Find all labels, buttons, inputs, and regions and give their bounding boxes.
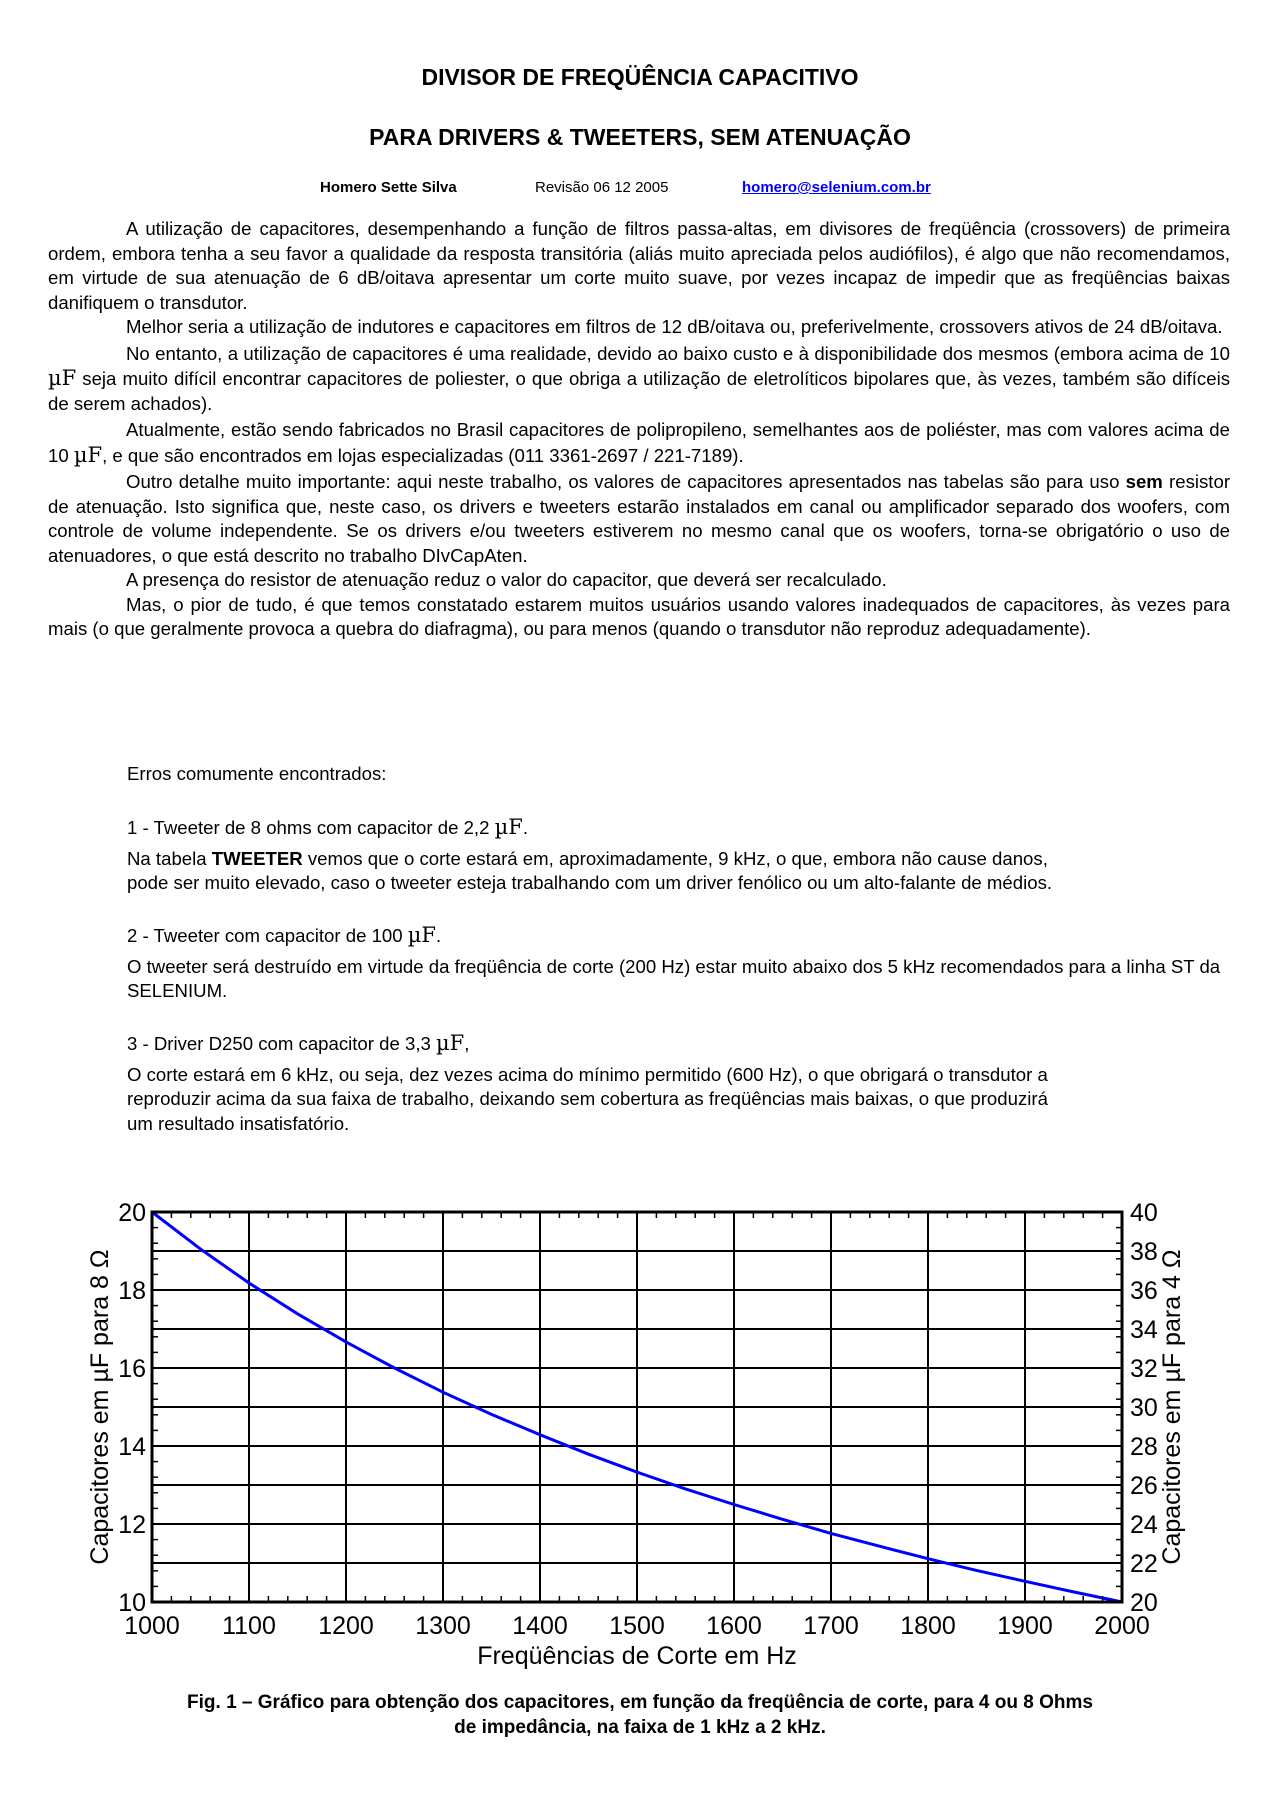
paragraph: A presença do resistor de atenuação reduz o valor do capacitor, que deverá ser recalculado.: [126, 569, 887, 590]
paragraph: Melhor seria a utilização de indutores e capacitores em filtros de 12 dB/oitava ou, preferivelmente, crossovers ativos de 24 dB/oitava.: [126, 316, 1223, 337]
y-right-tick-label: 22: [1130, 1550, 1158, 1578]
y-right-tick-label: 30: [1130, 1394, 1158, 1422]
revision: Revisão 06 12 2005: [535, 179, 669, 196]
x-tick-label: 1700: [803, 1612, 859, 1640]
paragraph: A utilização de capacitores, desempenhando a função de filtros passa-altas, em divisores de freqüência (crossovers) de primeira ordem, embora tenha a seu favor a qualidade da resposta transitória (aliás muito apreciada pelos audiófilos), é algo que não recomendamos, em virtude de sua atenuação de 6 dB/oitava apresentar um corte muito suave, por vezes incapaz de impedir que as freqüências baixas danifiquem o transdutor.: [48, 218, 1230, 313]
y-right-tick-label: 38: [1130, 1238, 1158, 1266]
micro-farad-symbol: µF: [494, 815, 523, 839]
chart-grid: [152, 1212, 1122, 1602]
errors-heading: Erros comumente encontrados:: [127, 763, 387, 784]
x-tick-label: 2000: [1094, 1612, 1150, 1640]
paragraph: Outro detalhe muito importante: aqui neste trabalho, os valores de capacitores apresentados nas tabelas são para uso sem resistor de atenuação. Isto significa que, neste caso, os drivers e tweeters estarão instalados em canal ou amplificador separado dos woofers, com controle de volume independente. Se os drivers e/ou tweeters estiverem no mesmo canal que os woofers, torna-se obrigatório o uso de atenuadores, o que está descrito no trabalho DIvCapAten.: [48, 471, 1231, 566]
body-text: [48, 217, 1230, 642]
y-right-tick-label: 28: [1130, 1433, 1158, 1461]
x-tick-label: 1900: [997, 1612, 1053, 1640]
y-left-tick-label: 16: [118, 1355, 146, 1383]
x-axis-label: Freqüências de Corte em Hz: [477, 1642, 797, 1670]
y-right-tick-label: 24: [1130, 1511, 1158, 1539]
y-left-tick-label: 18: [118, 1277, 146, 1305]
y-left-tick-label: 20: [118, 1199, 146, 1227]
error-item-3: 3 - Driver D250 com capacitor de 3,3 µF, O corte estará em 6 kHz, ou seja, dez vezes acima do mínimo permitido (600 Hz), o que obrigará o transdutor a reproduzir acima da sua faixa de trabalho, deixando sem cobertura as freqüências mais baixas, o que produzirá um resultado insatisfatório.: [127, 1031, 1048, 1134]
author: Homero Sette Silva: [320, 179, 457, 196]
chart-labels: [118, 1199, 1158, 1640]
y-left-tick-label: 10: [118, 1589, 146, 1617]
micro-farad-symbol: µF: [73, 442, 103, 467]
x-tick-label: 1200: [318, 1612, 374, 1640]
paragraph: No entanto, a utilização de capacitores é uma realidade, devido ao baixo custo e à disponibilidade dos mesmos (embora acima de 10 µF seja muito difícil encontrar capacitores de poliester, o que obriga a utilização de eletrolíticos bipolares que, às vezes, também são difíceis de serem achados).: [48, 342, 1230, 414]
error-item-1: 1 - Tweeter de 8 ohms com capacitor de 2,2 µF. Na tabela TWEETER vemos que o corte estará em, aproximadamente, 9 kHz, o que, embora não cause danos, pode ser muito elevado, caso o tweeter esteja trabalhando com um driver fenólico ou um alto-falante de médios.: [127, 815, 1053, 893]
document-title: DIVISOR DE FREQÜÊNCIA CAPACITIVO: [421, 64, 859, 90]
x-tick-label: 1400: [512, 1612, 568, 1640]
x-tick-label: 1000: [124, 1612, 180, 1640]
x-tick-label: 1600: [706, 1612, 762, 1640]
email-link[interactable]: homero@selenium.com.br: [742, 179, 931, 196]
error-item-2: 2 - Tweeter com capacitor de 100 µF. O tweeter será destruído em virtude da freqüência de corte (200 Hz) estar muito abaixo dos 5 kHz recomendados para a linha ST da SELENIUM.: [127, 923, 1221, 1001]
document-subtitle: PARA DRIVERS & TWEETERS, SEM ATENUAÇÃO: [369, 124, 911, 150]
figure-caption: Fig. 1 – Gráfico para obtenção dos capacitores, em função da freqüência de corte, para 4 ou 8 Ohms de impedância, na faixa de 1 kHz a 2 kHz.: [187, 1692, 1093, 1738]
y-right-tick-label: 34: [1130, 1316, 1158, 1344]
y-left-tick-label: 14: [118, 1433, 146, 1461]
x-tick-label: 1800: [900, 1612, 956, 1640]
y-left-tick-label: 12: [118, 1511, 146, 1539]
micro-farad-symbol: µF: [48, 366, 77, 390]
x-tick-label: 1100: [222, 1612, 276, 1640]
emphasis-sem: sem: [1125, 471, 1163, 492]
y-right-tick-label: 40: [1130, 1199, 1158, 1227]
y-right-tick-label: 36: [1130, 1277, 1158, 1305]
y-right-tick-label: 26: [1130, 1472, 1158, 1500]
y-right-tick-label: 32: [1130, 1355, 1158, 1383]
y-axis-label-left: Capacitores em µF para 8 Ω: [86, 1249, 114, 1565]
y-right-tick-label: 20: [1130, 1589, 1158, 1617]
paragraph: Mas, o pior de tudo, é que temos constatado estarem muitos usuários usando valores inadequados de capacitores, às vezes para mais (o que geralmente provoca a quebra do diafragma), ou para menos (quando o transdutor não reproduz adequadamente).: [48, 593, 1230, 639]
capacitor-vs-frequency-chart: [0, 1190, 1280, 1670]
y-axis-label-right: Capacitores em µF para 4 Ω: [1158, 1249, 1186, 1565]
x-tick-label: 1300: [415, 1612, 471, 1640]
micro-farad-symbol: µF: [436, 1031, 465, 1055]
micro-farad-symbol: µF: [407, 923, 436, 947]
x-tick-label: 1500: [609, 1612, 665, 1640]
paragraph: Atualmente, estão sendo fabricados no Brasil capacitores de polipropileno, semelhantes aos de poliéster, mas com valores acima de 10 µF, e que são encontrados em lojas especializadas (011 3361-2697 / 221-7189).: [48, 419, 1230, 467]
